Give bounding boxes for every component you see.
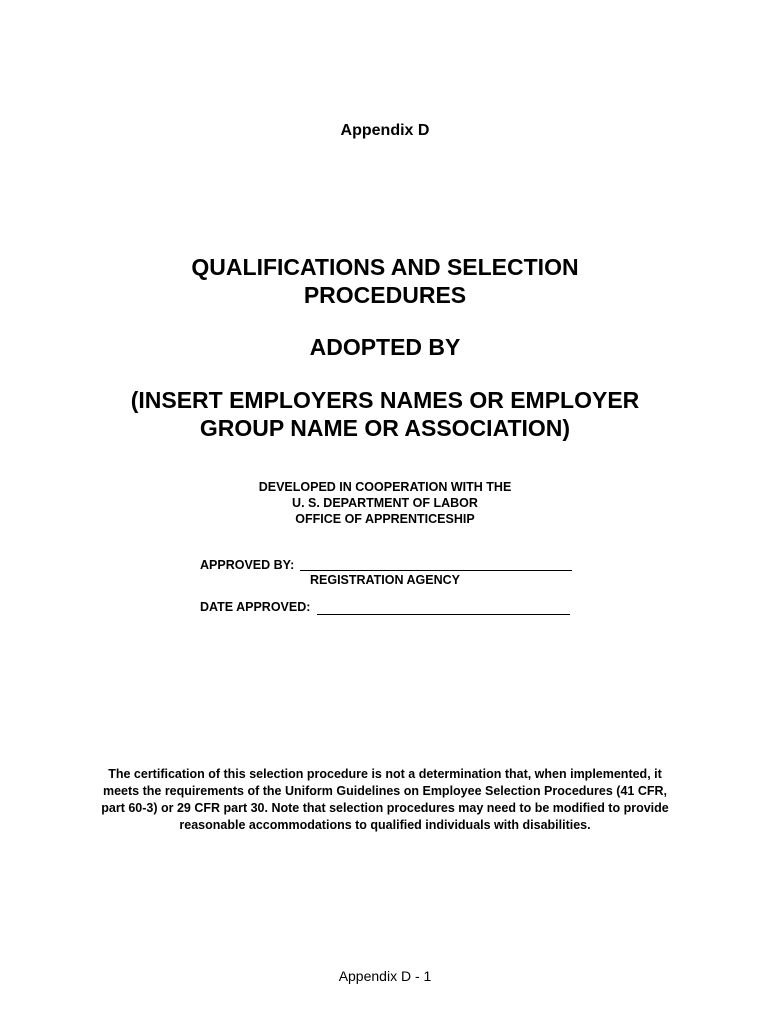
adopted-by-heading: ADOPTED BY — [309, 334, 461, 360]
notice-line: meets the requirements of the Uniform Guidelines on Employee Selection Procedures (41 CFR, — [102, 784, 668, 798]
developed-line: U. S. DEPARTMENT OF LABOR — [292, 496, 478, 510]
date-approved-label: DATE APPROVED: — [200, 600, 311, 614]
document-title — [0, 253, 770, 309]
notice-line: part 60-3) or 29 CFR part 30. Note that selection procedures may need to be modified to provide — [101, 801, 669, 815]
employer-line: (INSERT EMPLOYERS NAMES OR EMPLOYER — [130, 387, 640, 413]
title-line: PROCEDURES — [303, 282, 467, 308]
developed-in-cooperation-block — [0, 479, 770, 527]
developed-line: OFFICE OF APPRENTICESHIP — [295, 512, 475, 526]
appendix-heading: Appendix D — [340, 122, 430, 139]
certification-notice — [0, 766, 770, 834]
developed-line: DEVELOPED IN COOPERATION WITH THE — [258, 480, 512, 494]
employer-line: GROUP NAME OR ASSOCIATION) — [199, 415, 571, 441]
approved-by-label: APPROVED BY: — [200, 558, 295, 572]
notice-line: reasonable accommodations to qualified individuals with disabilities. — [179, 818, 591, 832]
title-line: QUALIFICATIONS AND SELECTION — [191, 254, 579, 280]
approved-by-signature-line[interactable] — [300, 570, 572, 571]
notice-line: The certification of this selection procedure is not a determination that, when implemented, it — [108, 767, 662, 781]
employer-name-placeholder — [0, 386, 770, 442]
date-approved-line[interactable] — [317, 614, 570, 615]
page-footer: Appendix D - 1 — [338, 968, 432, 984]
registration-agency-label: REGISTRATION AGENCY — [310, 573, 461, 587]
